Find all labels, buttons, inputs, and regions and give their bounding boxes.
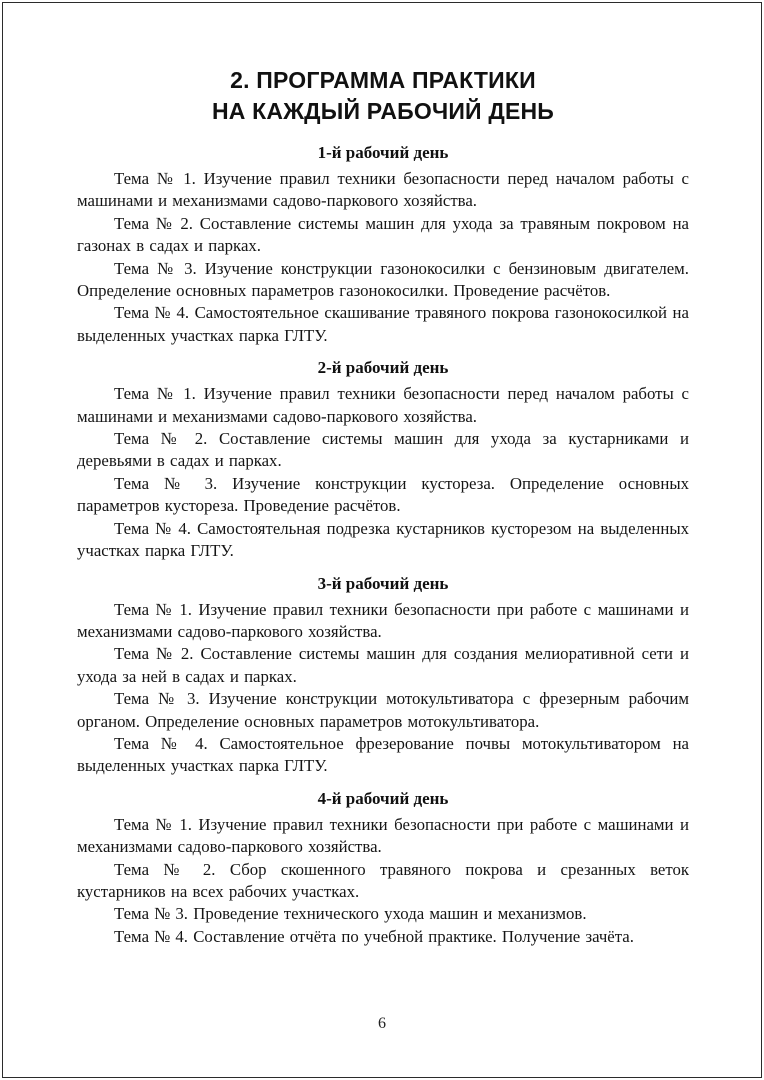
paragraph: Тема № 4. Самостоятельное фрезерование почвы мотокультиватором на выделенных участках парка ГЛТУ. — [77, 733, 689, 776]
paragraph: Тема № 1. Изучение правил техники безопасности перед началом работы с машинами и механизмами садово-паркового хозяйства. — [77, 169, 689, 211]
section-heading: 1-й рабочий день — [317, 143, 449, 162]
paragraph: Тема № 2. Сбор скошенного травяного покрова и срезанных веток кустарников на всех рабочих участках. — [77, 859, 689, 901]
paragraph: Тема № 2. Составление системы машин для ухода за кустарниками и деревьями в садах и парках. — [77, 429, 689, 471]
page-title-line2: НА КАЖДЫЙ РАБОЧИЙ ДЕНЬ — [211, 98, 555, 124]
paragraph: Тема № 1. Изучение правил техники безопасности при работе с машинами и механизмами садово-паркового хозяйства. — [77, 814, 689, 857]
paragraph: Тема № 1. Изучение правил техники безопасности при работе с машинами и механизмами садово-паркового хозяйства. — [77, 599, 689, 641]
section-heading: 3-й рабочий день — [317, 573, 449, 593]
sections-container — [77, 141, 689, 948]
document-page — [2, 2, 762, 1078]
paragraph: Тема № 4. Составление отчёта по учебной практике. Получение зачёта. — [114, 926, 634, 946]
paragraph: Тема № 3. Изучение конструкции мотокультиватора с фрезерным рабочим органом. Определение основных параметров мотокультиватора. — [77, 689, 689, 731]
paragraph: Тема № 4. Самостоятельная подрезка кустарников кусторезом на выделенных участках парка ГЛТУ. — [77, 518, 689, 561]
paragraph: Тема № 1. Изучение правил техники безопасности перед началом работы с машинами и механизмами садово-паркового хозяйства. — [77, 384, 689, 426]
page-title-line1: 2. ПРОГРАММА ПРАКТИКИ — [230, 67, 536, 93]
paragraph: Тема № 3. Изучение конструкции кустореза. Определение основных параметров кустореза. Проведение расчётов. — [77, 473, 689, 516]
paragraph: Тема № 2. Составление системы машин для ухода за травяным покровом на газонах в садах и парках. — [77, 213, 689, 256]
section-heading: 4-й рабочий день — [317, 788, 449, 808]
paragraph: Тема № 3. Проведение технического ухода машин и механизмов. — [114, 904, 587, 924]
paragraph: Тема № 2. Составление системы машин для создания мелиоративной сети и ухода за ней в садах и парках. — [77, 644, 689, 686]
page-number: 6 — [378, 1015, 386, 1032]
section-heading: 2-й рабочий день — [317, 358, 449, 378]
paragraph: Тема № 4. Самостоятельное скашивание травяного покрова газонокосилкой на выделенных участках парка ГЛТУ. — [77, 303, 689, 345]
paragraph: Тема № 3. Изучение конструкции газонокосилки с бензиновым двигателем. Определение основных параметров газонокосилки. Проведение расчётов. — [77, 258, 689, 301]
page-title — [77, 65, 689, 127]
